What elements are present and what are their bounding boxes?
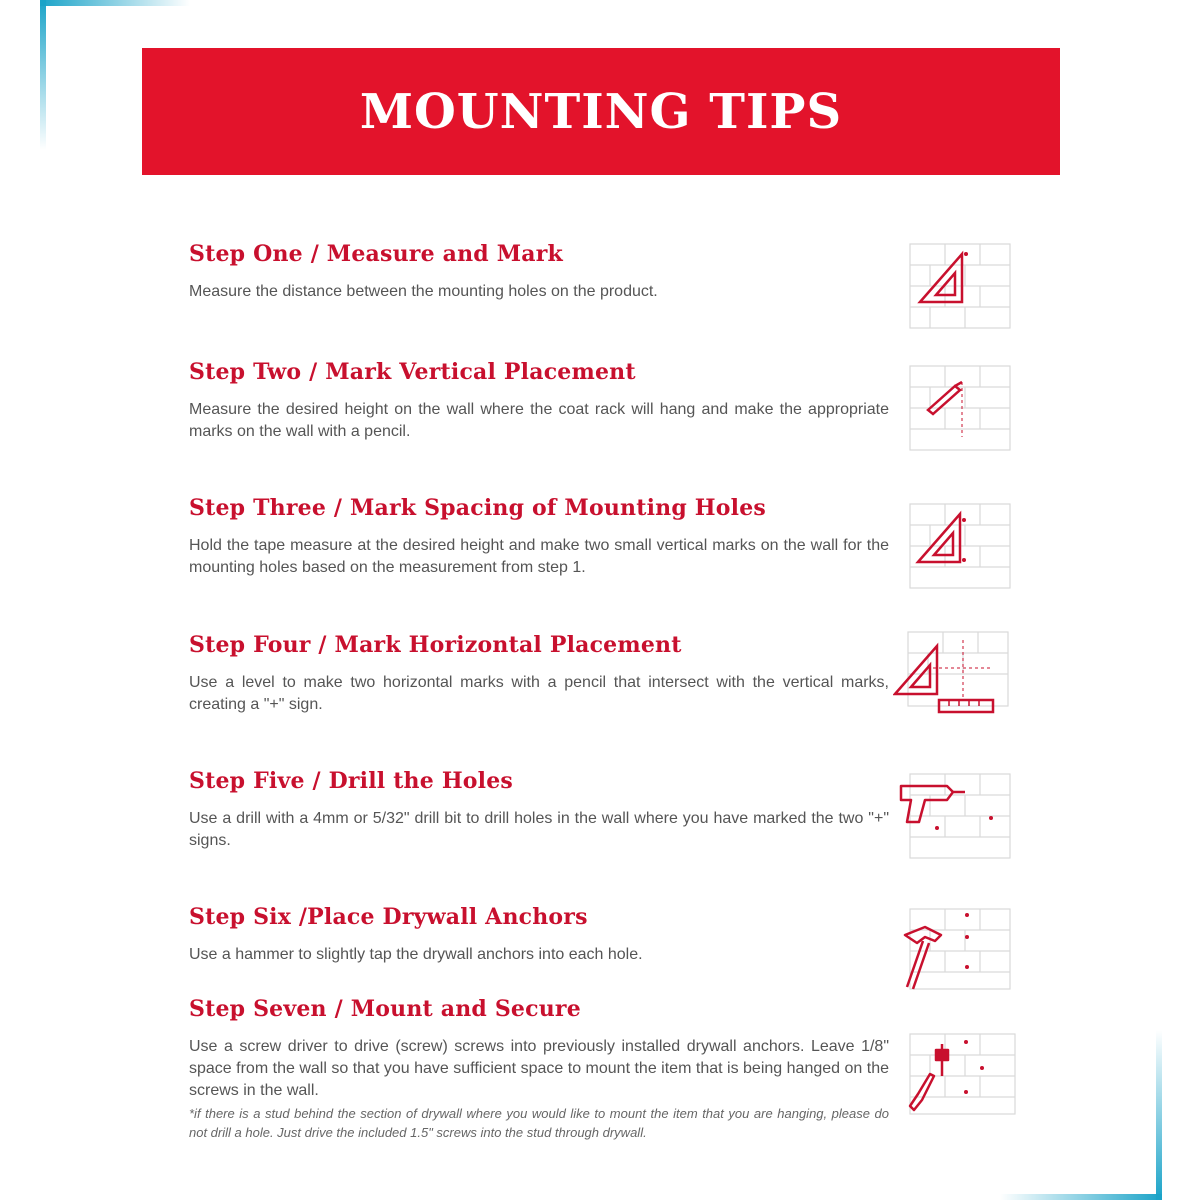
set-square-icon bbox=[900, 240, 1020, 332]
step-body: Use a drill with a 4mm or 5/32" drill bit to drill holes in the wall where you have marked the two "+" signs. bbox=[189, 810, 889, 849]
step-body: Use a hammer to slightly tap the drywall anchors into each hole. bbox=[189, 946, 643, 963]
step-three bbox=[189, 495, 889, 579]
step-seven bbox=[189, 996, 889, 1142]
level-icon bbox=[893, 628, 1013, 720]
step-six bbox=[189, 904, 889, 966]
step-body: Use a level to make two horizontal marks with a pencil that intersect with the vertical marks, creating a "+" sign. bbox=[189, 674, 889, 713]
step-title: Step Two / Mark Vertical Placement bbox=[189, 359, 636, 385]
step-five bbox=[189, 768, 889, 852]
step-body: Measure the desired height on the wall where the coat rack will hang and make the appropriate marks on the wall with a pencil. bbox=[189, 401, 889, 440]
step-title: Step Seven / Mount and Secure bbox=[189, 996, 581, 1022]
step-one bbox=[189, 241, 889, 303]
step-title: Step Five / Drill the Holes bbox=[189, 768, 514, 794]
step-title: Step Three / Mark Spacing of Mounting Holes bbox=[189, 495, 766, 521]
step-title: Step One / Measure and Mark bbox=[189, 241, 563, 267]
step-body: Hold the tape measure at the desired height and make two small vertical marks on the wall for the mounting holes based on the measurement from step 1. bbox=[189, 537, 889, 576]
step-four bbox=[189, 632, 889, 716]
step-body: Measure the distance between the mounting holes on the product. bbox=[189, 283, 658, 300]
step-title: Step Four / Mark Horizontal Placement bbox=[189, 632, 682, 658]
hammer-icon bbox=[895, 905, 1015, 997]
pencil-icon bbox=[900, 362, 1020, 454]
screwdriver-icon bbox=[900, 1030, 1020, 1122]
page-title: MOUNTING TIPS bbox=[359, 83, 843, 140]
step-two bbox=[189, 359, 889, 443]
title-banner bbox=[142, 48, 1060, 175]
set-square-icon bbox=[900, 500, 1020, 592]
corner-accent-bottom-right bbox=[1000, 1030, 1200, 1200]
step-title: Step Six /Place Drywall Anchors bbox=[189, 904, 588, 930]
drill-icon bbox=[895, 770, 1015, 862]
step-note: *if there is a stud behind the section of drywall where you would like to mount the item that you are hanging, please do not drill a hole. Just drive the included 1.5" screws into the stud through drywall. bbox=[189, 1106, 889, 1140]
step-body: Use a screw driver to drive (screw) screws into previously installed drywall anchors. Leave 1/8" space from the wall so that you have sufficient space to mount the item that is being hanged on the screws in the wall. bbox=[189, 1038, 889, 1099]
